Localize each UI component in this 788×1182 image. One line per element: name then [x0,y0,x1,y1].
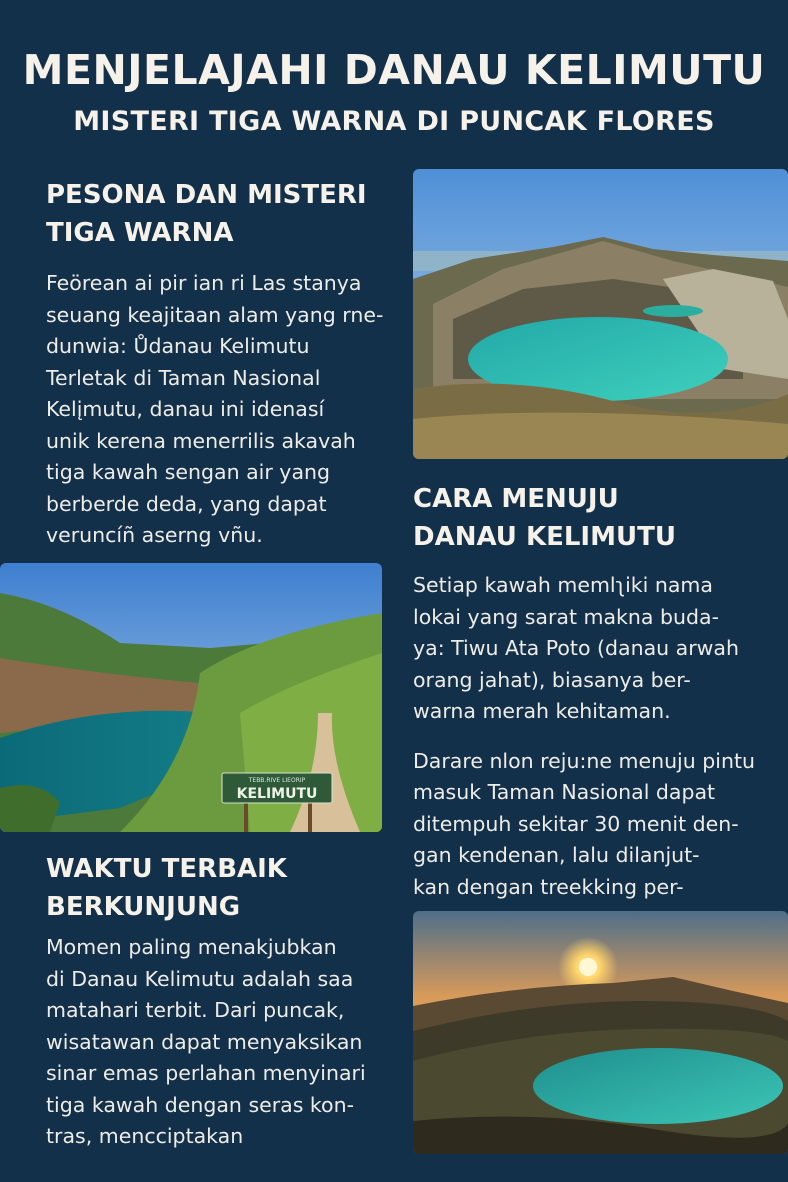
page-title: MENJELAJAHI DANAU KELIMUTU [22,46,766,94]
section-waktu [46,850,396,1153]
trail-lake-photo [0,563,382,832]
section-body: Darare nlon reju:ne menuju pintu masuk Taman Nasional dapat ditempuh sekitar 30 menit den- gan kendenan, lalu dilanjut- kan dengan treekking per- [413,748,755,899]
crater-lake-photo [413,169,788,459]
page-subtitle: MISTERI TIGA WARNA DI PUNCAK FLORES [73,106,715,137]
sign-text: KELIMUTU [236,786,318,802]
sign-small-text: TEBB.RIVE LIEORIP [248,777,306,784]
section-heading: PESONA DAN MISTERI TIGA WARNA [46,180,367,248]
section-heading: WAKTU TERBAIK BERKUNJUNG [46,854,287,922]
section-cara [413,480,783,903]
section-body: Feörean ai pir ian ri Las stanya seuang keajitaan alam yang rne- dunwia: Ůdanau Kelimutu Terletak di Taman Nasional Kelįmutu, danau ini idenasí unik kerena menerrilis akavah tiga kawah sengan air yang berberde deda, yang dapat veruncíñ aserng vñu. [46,271,384,547]
section-body: Setiap kawah memlʅiki nama lokai yang sarat makna buda- ya: Tiwu Ata Poto (danau arwah orang jahat), biasanya ber- warna merah kehitaman. [413,573,739,723]
sunrise-crater-photo [413,911,788,1154]
section-body: Momen paling menakjubkan di Danau Kelimutu adalah saa matahari terbit. Dari puncak, wisatawan dapat menyaksikan sinar emas perlahan menyinari tiga kawah dengan seras kon- tras, mencciptakan [46,935,366,1148]
section-pesona [46,176,396,552]
section-heading: CARA MENUJU DANAU KELIMUTU [413,484,676,552]
